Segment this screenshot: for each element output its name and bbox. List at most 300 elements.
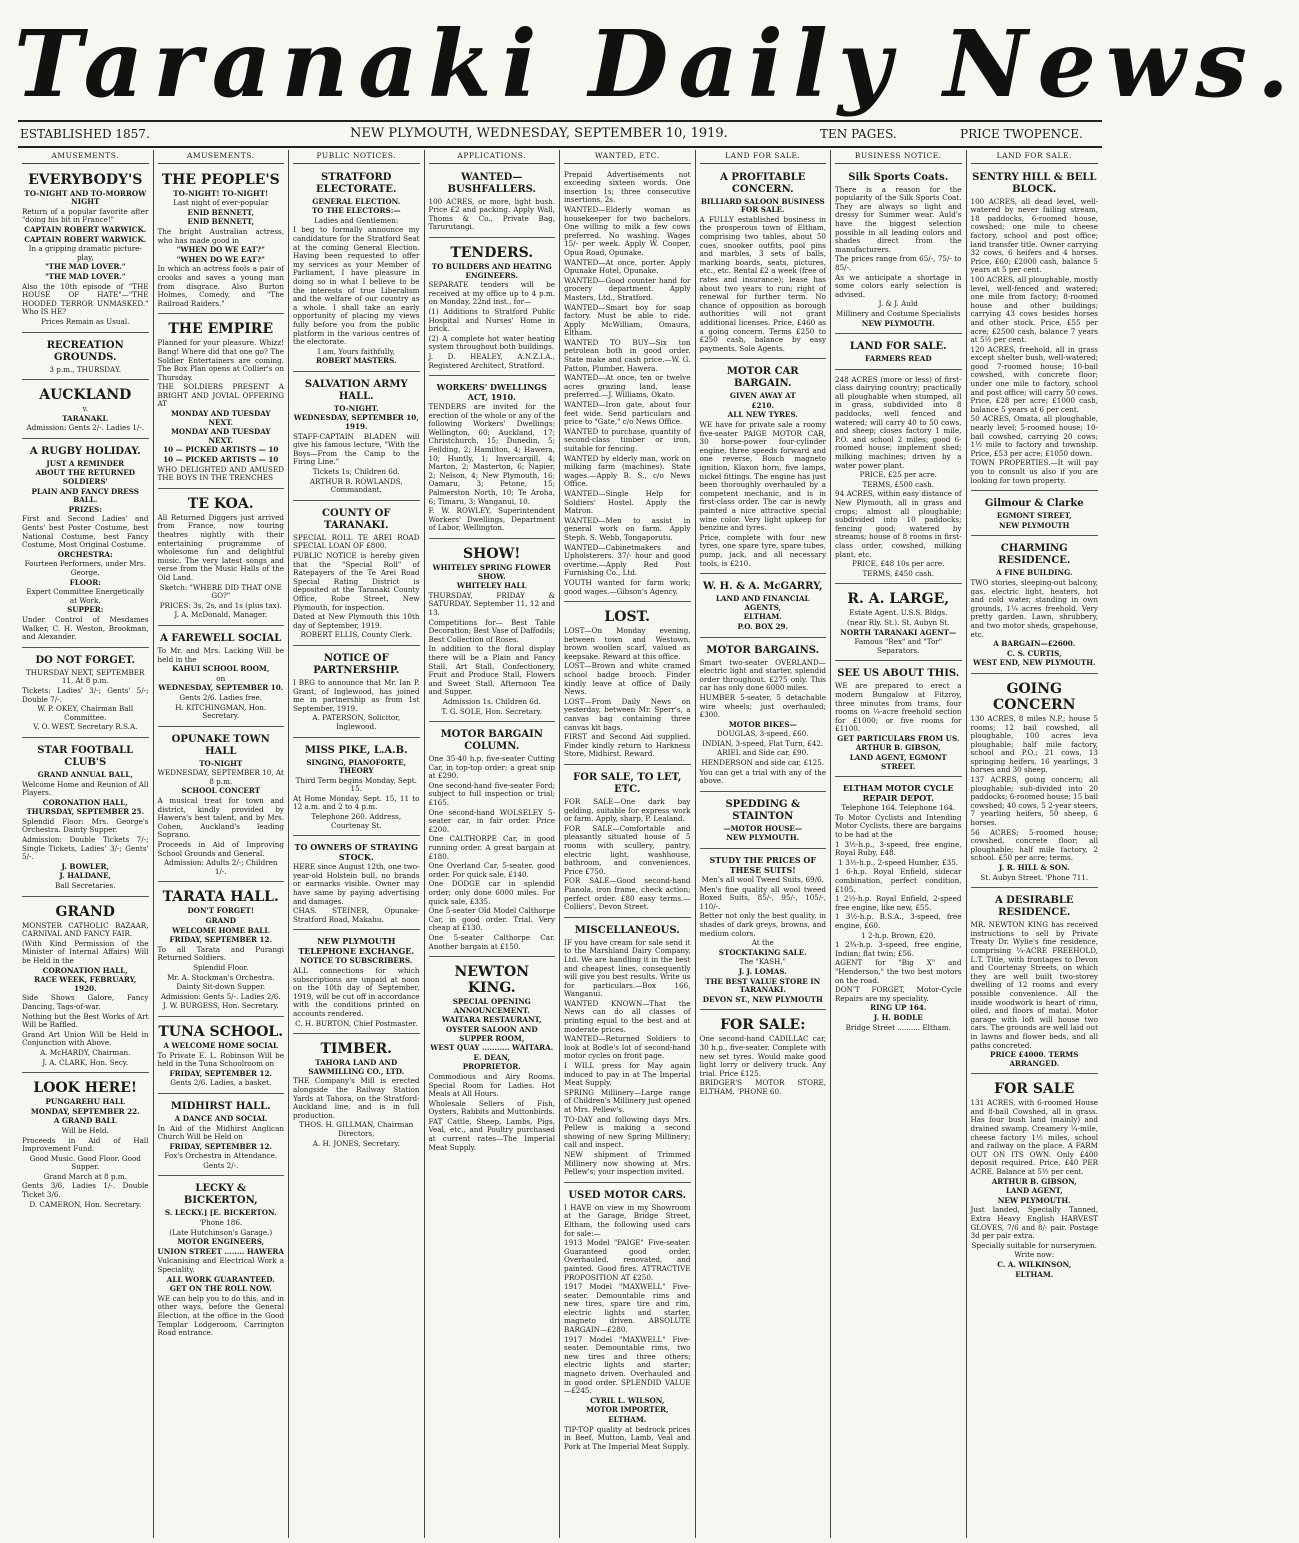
ad-line: HENDERSON and side car, £125. bbox=[701, 758, 825, 768]
ad-line: THOS. H. GILLMAN, Chairman Directors, bbox=[299, 1120, 414, 1138]
ad-line: TO BUILDERS AND HEATING ENGINEERS. bbox=[431, 261, 552, 280]
ad-title: COUNTY OF TARANAKI. bbox=[322, 507, 391, 531]
ad-line: Admission: Gents 5/-. Ladies 2/6. bbox=[160, 991, 281, 1001]
advertisement bbox=[835, 167, 962, 335]
ad-line: WHO DELIGHTED AND AMUSED THE BOYS IN THE TRENCHES bbox=[157, 464, 284, 483]
ad-line: "WHEN DO WE EAT?" bbox=[176, 254, 265, 264]
ad-line: 1 2-h.p. Brown, £20. bbox=[861, 930, 936, 940]
ad-line: STAFF-CAPTAIN BLADEN will give his famous lecture, "With the Boys—From the Camp to the Firing Line." bbox=[293, 431, 420, 467]
ad-line: ROBERT MASTERS. bbox=[316, 356, 397, 366]
ad-line: A. PATERSON, Solicitor, Inglewood. bbox=[312, 713, 401, 731]
advertisement bbox=[158, 729, 285, 883]
advertisement bbox=[158, 1178, 285, 1342]
ad-title: R. A. LARGE, bbox=[847, 591, 950, 608]
ad-line: Grand March at 8 p.m. bbox=[43, 1171, 127, 1181]
ad-title: NEW PLYMOUTH TELEPHONE EXCHANGE. bbox=[298, 936, 415, 957]
ad-line: J. A. McDonald, Manager. bbox=[174, 610, 268, 620]
ad-line: LOST—On Monday evening, between town and Westown, brown woollen scarf, valued as keepsake. Reward at this office. bbox=[564, 626, 691, 661]
ad-line: NEW PLYMOUTH bbox=[999, 520, 1070, 530]
ad-line: Good Music. Good Floor. Good Supper. bbox=[29, 1153, 141, 1172]
ad-line: BILLIARD SALOON BUSINESS FOR SALE. bbox=[700, 196, 825, 215]
column-8 bbox=[967, 150, 1103, 1538]
advertisement bbox=[700, 640, 827, 792]
column-heading: LAND FOR SALE. bbox=[700, 150, 827, 164]
ad-line: FOR SALE—Good second-hand Pianola, iron frame, check action; perfect order. £80 easy terms.—Colliers', Devon Street. bbox=[564, 876, 691, 912]
column-heading: AMUSEMENTS. bbox=[158, 150, 285, 164]
ad-line: SINGING, PIANOFORTE, THEORY bbox=[306, 757, 407, 776]
ad-line: J. & J. Auld bbox=[878, 299, 918, 309]
ad-title: CHARMING RESIDENCE. bbox=[998, 543, 1071, 567]
ad-line: Admission: Adults 2/-; Children 1/-. bbox=[163, 858, 278, 876]
ad-title: LOST. bbox=[604, 609, 651, 626]
ad-line: A BARGAIN—£2600. bbox=[993, 639, 1076, 649]
ad-line: To Mr. and Mrs. Lacking Will be held in the bbox=[157, 645, 284, 664]
ad-line: ELTHAM. bbox=[743, 612, 782, 622]
ad-line: LOST—Brown and white cramed school badge brooch. Finder kindly leave at office of Daily News. bbox=[564, 661, 691, 697]
ad-line: TWO stories, sleeping-out balcony, gas, electric light, heaters, hot and cold water, standing in own grounds, 1¼ acres freehold. Very pretty garden. Lawn, shrubbery, and two motor sheds, grapehouse, etc. bbox=[970, 577, 1098, 639]
ad-line: A GRAND BALL bbox=[53, 1116, 117, 1126]
ad-line: MOTOR ENGINEERS, bbox=[177, 1237, 265, 1247]
ad-line: C. A. WILKINSON, bbox=[997, 1259, 1072, 1269]
ad-title: MISS PIKE, L.A.B. bbox=[304, 744, 408, 756]
ad-title: MIDHIRST HALL. bbox=[170, 1100, 271, 1112]
advertisement bbox=[564, 167, 691, 603]
ad-line: 1 3½-h.p. B.S.A., 3-speed, free engine, £60. bbox=[835, 912, 962, 930]
ad-line: Planned for your pleasure. Whizz! Bang! Where did that one go? The Soldier Entertainers are coming. The Box Plan opens at Collier's on Thursday. bbox=[157, 338, 284, 382]
ad-line: I BEG to announce that Mr. Ian P. Grant, of Inglewood, has joined me in partnership as from 1st September, 1919. bbox=[293, 677, 420, 713]
ad-line: 10 — PICKED ARTISTS — 10 bbox=[163, 445, 279, 455]
advertisement bbox=[22, 382, 149, 439]
ad-line: 1 3½-h.p., 3-speed, free engine, Royal Ruby, £48. bbox=[835, 839, 962, 858]
ad-line: J. HALDANE, bbox=[59, 871, 112, 881]
ad-line: I HAVE on view in my Showroom at the Garage, Bridge Street, Eltham, the following used cars for sale:— bbox=[564, 1202, 691, 1238]
advertisement bbox=[158, 316, 285, 489]
ad-line: TO-DAY and following days Mrs. Pellew is making a second showing of new Spring Millinery; call and inspect. bbox=[564, 1114, 691, 1150]
ad-line: 'Phone 186. bbox=[199, 1218, 243, 1228]
ad-line: MR. NEWTON KING has received instructions to sell by Private Treaty Dr. Wylie's fine residence, comprising ¼-ACRE FREEHOLD, L.T. Title, with frontages to Devon and Courtenay Streets, on which they are well built two-storey dwelling of 12 rooms and every possible convenience. All the inside woodwork is heart of rimu, oiled, and floors of matai. Motor garage with loft will house two cars. The grounds are well laid out in lawns and flower beds, and all paths concreted. bbox=[970, 920, 1098, 1050]
ad-line: ALL NEW TYRES. bbox=[727, 410, 798, 420]
advertisement bbox=[700, 794, 827, 849]
advertisement bbox=[293, 838, 420, 930]
ad-title: NOTICE OF PARTNERSHIP. bbox=[313, 652, 400, 676]
advertisement bbox=[971, 167, 1099, 492]
advertisement bbox=[293, 167, 420, 372]
ad-title: AUCKLAND bbox=[39, 387, 132, 404]
column-heading: PUBLIC NOTICES. bbox=[293, 150, 420, 164]
advertisement bbox=[293, 932, 420, 1034]
ad-line: 100 ACRES, or more, light bush. Price £2 and packing. Apply Wall, Thoms & Co., Private Bag, Tarurutangi. bbox=[428, 196, 555, 232]
dateline bbox=[20, 124, 1100, 144]
ad-title: MOTOR BARGAINS. bbox=[706, 644, 820, 656]
ad-line: At the bbox=[751, 938, 774, 948]
ad-line: J. W. BURGESS, Hon. Secretary. bbox=[162, 1001, 279, 1011]
ad-title: SALVATION ARMY HALL. bbox=[304, 378, 408, 402]
ad-line: Last night of ever-popular bbox=[173, 198, 269, 208]
ad-line: SPECIAL OPENING ANNOUNCEMENT. bbox=[452, 997, 531, 1015]
ad-line: TO-NIGHT bbox=[199, 758, 243, 768]
advertisement bbox=[835, 663, 962, 777]
advertisement bbox=[700, 1012, 827, 1101]
ad-line: 137 ACRES, going concern; all ploughable; sub-divided into 20 paddocks; 6-roomed house; 15 bail cowshed; 40 cows, 5 2-year steers, 7 yearling heifers, 50 sheep, 6 horses. bbox=[970, 775, 1098, 828]
ad-title: Gilmour & Clarke bbox=[984, 498, 1084, 510]
ad-line: Splendid Floor. bbox=[193, 962, 249, 972]
ad-line: One second-hand WOLSELEY 5-seater car, in fair order. Price £200. bbox=[428, 807, 555, 834]
ad-line: Admission: Gents 2/-. Ladies 1/-. bbox=[26, 423, 145, 433]
column-2 bbox=[154, 150, 290, 1538]
ad-title: NEWTON KING. bbox=[454, 964, 530, 997]
ad-line: P.O. BOX 29. bbox=[737, 621, 788, 631]
ad-line: ROBERT ELLIS, County Clerk. bbox=[300, 630, 412, 640]
ad-line: FOR SALE—One dark bay gelding, suitable for express work or farm. Apply, sharp, P. Lealand. bbox=[564, 797, 691, 824]
ad-line: PUNGAREHU HALL bbox=[45, 1097, 125, 1107]
ad-title: THE PEOPLE'S bbox=[161, 171, 280, 188]
advertisement bbox=[971, 538, 1099, 674]
ad-line: Fox's Orchestra in Attendance. bbox=[164, 1151, 278, 1161]
ad-line: Sketch: "WHERE DID THAT ONE GO?" bbox=[159, 582, 282, 601]
ad-line: GENERAL ELECTION. bbox=[312, 196, 401, 206]
ad-line: Splendid Floor: Mrs. George's Orchestra. Dainty Supper. bbox=[22, 816, 149, 835]
ad-title: LECKY & BICKERTON, bbox=[183, 1183, 258, 1207]
ad-line: Estate Agent. U.S.S. Bldgs. bbox=[849, 608, 948, 618]
place-date-text: NEW PLYMOUTH, WEDNESDAY, SEPTEMBER 10, 1919. bbox=[350, 126, 728, 141]
ad-line: MONSTER CATHOLIC BAZAAR, CARNIVAL AND FANCY FAIR. bbox=[22, 920, 149, 939]
ad-line: J. H. BODLE bbox=[873, 1012, 923, 1022]
ad-line: 1917 Model "MAXWELL" Five-seater. Demountable rims and new tires, spare tire and rim, electric lights and starter, magneto driven. ABSOLUTE BARGAIN—£280. bbox=[564, 1282, 691, 1335]
ad-line: NEW PLYMOUTH. bbox=[726, 833, 800, 843]
ad-line: GRAND bbox=[205, 916, 236, 925]
ad-line: FRIDAY, SEPTEMBER 12. bbox=[169, 1068, 272, 1078]
ad-line: TO THE ELECTORS:— bbox=[311, 206, 401, 216]
ad-line: EGMONT STREET, bbox=[996, 511, 1072, 521]
ad-line: 248 ACRES (more or less) of first-class dairying country; practically all ploughable when stumped, all in grass, subdivided into 8 paddocks, well fenced and watered; will carry 40 to 50 cows, and sheep; closes factory 1 mile, P.O. and school 2 miles; good 6-roomed house; implement shed; milking machines; driven by a water power plant. bbox=[835, 374, 962, 470]
ad-line: TO-NIGHT! TO-NIGHT! bbox=[173, 188, 269, 198]
ad-line: Millinery and Costume Specialists bbox=[835, 308, 961, 318]
ad-line: TAHORA LAND AND SAWMILLING CO., LTD. bbox=[308, 1058, 405, 1076]
ad-line: Mr. A. Stockman's Orchestra. bbox=[167, 972, 275, 982]
ad-line: I am, Yours faithfully, bbox=[317, 346, 395, 356]
ad-line: (1) Additions to Stratford Public Hospital and Nurses' Home in brick. bbox=[428, 306, 555, 334]
ad-line: ARTHUR B. GIBSON, bbox=[855, 743, 941, 753]
ad-line: ORCHESTRA: bbox=[57, 549, 113, 559]
ad-line: 94 ACRES, within easy distance of New Plymouth, all in grass and crops; almost all ploughable; subdivided into 10 paddocks; fencing good; watered by streams; house of 8 rooms in first-class order, cowshed, milking plant, etc. bbox=[835, 489, 962, 559]
ad-line: WANTED—Returned Soldiers to look at Bodle's lot of second-hand motor cycles on front page. bbox=[564, 1034, 691, 1061]
ad-title: SEE US ABOUT THIS. bbox=[837, 668, 960, 680]
advertisement bbox=[564, 604, 691, 765]
ad-line: 56 ACRES; 5-roomed house; cowshed, concrete floor; all ploughable; half mile factory, 2 school. £50 per acre; terms. bbox=[970, 827, 1098, 863]
ad-title: TO OWNERS OF STRAYING STOCK. bbox=[294, 842, 418, 863]
ad-line: One 5-seater Calthorpe Car. Another bargain at £150. bbox=[428, 932, 555, 951]
ad-line: Competitions for— Best Table Decoration; Best Vase of Daffodils; Best Collection of Roses. bbox=[428, 617, 555, 644]
ad-line: "THE MAD LOVER." bbox=[44, 271, 126, 281]
ad-line: ELTHAM. bbox=[1015, 1269, 1054, 1279]
ad-line: CAPTAIN ROBERT WARWICK. bbox=[24, 234, 147, 244]
advertisement bbox=[971, 1076, 1099, 1284]
ad-line: Gents 2/6. Ladies, a basket. bbox=[170, 1078, 272, 1088]
ad-line: Side Shows Galore, Fancy Dancing, Tags-of-war. bbox=[22, 993, 149, 1011]
pages-text: TEN PAGES. bbox=[820, 127, 897, 141]
advertisement bbox=[429, 240, 556, 376]
ad-line: There is a reason for the popularity of the Silk Sports Coat. They are always so light and dressy for Summer wear. Auld's have the biggest selection possible in all leading colors and shades direct from the manufacturers. bbox=[835, 184, 962, 254]
ad-line: TERMS, £450 cash. bbox=[862, 568, 935, 578]
ad-line: WELCOME HOME BALL bbox=[172, 925, 270, 935]
advertisement bbox=[158, 491, 285, 626]
advertisement bbox=[700, 167, 827, 360]
ad-line: Men's fine quality all wool tweed Boxed Suits, 85/-, 95/-, 105/-, 110/-. bbox=[699, 884, 826, 911]
ad-line: Fourteen Performers, under Mrs. George. bbox=[24, 559, 146, 577]
ad-line: DON'T FORGET! bbox=[187, 906, 255, 916]
ad-line: D. CAMERON, Hon. Secretary. bbox=[29, 1199, 142, 1209]
advertisement bbox=[158, 167, 285, 315]
advertisement bbox=[22, 650, 149, 738]
ad-line: Gents 2/-. bbox=[203, 1160, 239, 1170]
ad-line: FRIDAY, SEPTEMBER 12. bbox=[169, 1141, 272, 1151]
ad-line: The prices range from 65/-, 75/- to 85/-. bbox=[835, 254, 962, 272]
ad-line: 100 ACRES, all ploughable, mostly level, well-fenced and watered; one mile from factory; 8-roomed house and other buildings; carrying 43 cows besides horses and other stock. Price, £55 per acre; £2500 cash, balance 7 years at 5½ per cent. bbox=[970, 274, 1098, 345]
ad-line: LOST—From Daily News on yesterday, between Mr. Sperr's, a canvas bag containing three canvas kit bags. bbox=[564, 696, 691, 732]
ad-line: ARTHUR B. GIBSON, bbox=[991, 1176, 1077, 1186]
ad-line: F. W. ROWLEY, Superintendent Workers' Dwellings, Department of Labor, Wellington. bbox=[428, 506, 555, 533]
advertisement bbox=[700, 361, 827, 574]
advertisement bbox=[700, 576, 827, 637]
ad-line: Gents 3/6, Ladies 1/-. Double Ticket 3/6. bbox=[22, 1181, 149, 1200]
ad-line: WANTED to purchase, quantity of second-class timber or iron, suitable for fencing. bbox=[564, 426, 691, 453]
ad-line: TOWN PROPERTIES.—It will pay you to consult us also if you are looking for town property. bbox=[970, 458, 1098, 485]
ad-line: WANTED—Smart boy for soap factory. Must be able to ride. Apply McWilliam, Omaura, Eltham. bbox=[564, 302, 691, 338]
established-text: ESTABLISHED 1857. bbox=[20, 127, 150, 141]
ad-line: One second-hand CADILLAC car, 30 h.p., five-seater. Complete with new set tyres. Would make good light lorry or delivery truck. Any trial. Price £125. bbox=[699, 1034, 826, 1078]
ad-line: Under Control of Mesdames Walker, C. H. Weston, Brookman, and Alexander. bbox=[22, 614, 149, 642]
ad-line: RACE WEEK, FEBRUARY, 1920. bbox=[34, 975, 137, 993]
ad-line: Admission 1s. Children 6d. bbox=[442, 696, 541, 706]
ad-title: FOR SALE, TO LET, ETC. bbox=[573, 772, 682, 795]
ad-title: FOR SALE bbox=[994, 1081, 1075, 1098]
ad-line: WANTED—Single Help for Soldiers' Hostel. Apply the Matron. bbox=[564, 488, 691, 516]
ad-line: PLAIN AND FANCY DRESS BALL. bbox=[31, 486, 139, 505]
ad-line: A FINE BUILDING. bbox=[996, 568, 1073, 578]
ad-line: WE can help you to do this, and in other ways, before the General Election, at the office in the Good Templar Lodgeroom, Carrington Road entrance. bbox=[157, 1293, 284, 1338]
ad-line: A. McHARDY, Chairman. bbox=[40, 1047, 131, 1057]
column-4 bbox=[425, 150, 561, 1538]
ad-line: PUBLIC NOTICE is hereby given that the "Special Roll" of Ratepayers of the Te Arei Road Special Rating District is deposited at the Taranaki County Office, Robe Street, New Plymouth, for inspection. bbox=[293, 551, 420, 612]
ad-title: MISCELLANEOUS. bbox=[574, 924, 680, 936]
ad-line: Vulcanising and Electrical Work a Speciality. bbox=[157, 1256, 284, 1275]
ad-title: TUNA SCHOOL. bbox=[158, 1023, 284, 1040]
ad-line: IF you have cream for sale send it to the Marshland Dairy Company, Ltd. We are handling it in the best and cheapest lines, consequently will give you best results. Write us for particulars.—Box 166, Wanganui. bbox=[564, 937, 691, 999]
ad-title: TIMBER. bbox=[320, 1041, 392, 1058]
ad-line: J. R. HILL & SON. bbox=[998, 863, 1070, 872]
advertisement bbox=[293, 648, 420, 738]
advertisement bbox=[835, 336, 962, 370]
advertisement bbox=[22, 1075, 149, 1214]
ad-title: SPEDDING & STAINTON bbox=[725, 798, 801, 822]
ad-line: FLOOR: bbox=[69, 577, 101, 587]
ad-line: One 5-seater Old Model Calthorpe Car, in good order. Trial. Very cheap at £130. bbox=[428, 906, 555, 933]
ad-line: Nothing but the Best Works of Art Will be Raffled. bbox=[22, 1011, 149, 1030]
ad-line: 1 2½-h.p. Royal Enfield, 2-speed free engine, like new, £55. bbox=[835, 894, 962, 912]
ad-line: THE BEST VALUE STORE IN TARANAKI. bbox=[705, 976, 821, 995]
ad-title: LAND FOR SALE. bbox=[849, 341, 947, 353]
ad-line: WANTED—At once, porter. Apply Opunake Hotel, Opunake. bbox=[564, 257, 691, 276]
column-3 bbox=[289, 150, 425, 1538]
ad-line: Ladies and Gentlemen: bbox=[314, 215, 399, 225]
ad-line: In a gripping dramatic picture-play, bbox=[28, 244, 142, 262]
ad-line: 120 ACRES, freehold, all in grass except shelter bush, well-watered; good 7-roomed house; 10-bail cowshed, with concrete floor; under one mile to factory, school and post office; will carry 50 cows. Price, £28 per acre; £1000 cash, balance 5 years at 6 per cent. bbox=[970, 344, 1098, 414]
ad-line: At Home Monday, Sept. 15, 11 to 12 a.m. and 2 to 4 p.m. bbox=[293, 793, 420, 812]
column-5 bbox=[560, 150, 696, 1538]
ad-line: GRAND ANNUAL BALL, bbox=[37, 769, 133, 779]
ad-line: "WHEN DO WE EAT?" bbox=[176, 245, 265, 255]
ad-line: T. G. SOLE, Hon. Secretary. bbox=[441, 706, 542, 716]
advertisement bbox=[158, 884, 285, 1017]
ad-line: 1 6-h.p. Royal Enfield, sidecar combination, perfect condition, £105. bbox=[835, 867, 962, 894]
ad-line: OYSTER SALOON AND SUPPER ROOM, bbox=[445, 1024, 538, 1043]
ad-line: ALL WORK GUARANTEED. bbox=[166, 1274, 275, 1284]
ad-line: WE have for private sale a roomy five-seater PAIGE MOTOR CAR, 30 horse-power four-cylinder engine, three speeds forward and one reverse, Bosch magneto ignition, Klaxon horn, five lamps, nickel fittings. The engine has just been thoroughly overhauled by a competent mechanic, and is in first-class order. The car is newly painted a nice attractive special wine color. Very light upkeep for benzine and tyres. bbox=[699, 420, 826, 533]
ad-title: MOTOR BARGAIN COLUMN. bbox=[440, 729, 543, 753]
advertisement bbox=[564, 920, 691, 1183]
ad-line: NEW shipment of Trimmed Millinery now showing at Mrs. Pellew's; your inspection invited. bbox=[564, 1149, 691, 1177]
ad-line: FIRST and Second Aid supplied. Finder kindly return to Harkness Store, Midhirst. Reward. bbox=[564, 732, 691, 759]
ad-line: GET PARTICULARS FROM US. bbox=[837, 733, 960, 743]
ad-line: AGENT for "Big X" and "Henderson," the two best motors on the road. bbox=[835, 958, 962, 985]
ad-title: GOING CONCERN bbox=[993, 680, 1076, 713]
ad-line: WE are prepared to erect a modern Bungalow at Fitzroy, three minutes from trams, four rooms on ¼-acre freehold section for £1000; or five rooms for £1100. bbox=[835, 681, 962, 734]
ad-line: WEST END, NEW PLYMOUTH. bbox=[973, 658, 1096, 668]
ad-line: Bridge Street .......... Eltham. bbox=[845, 1022, 951, 1032]
ad-line: LAND AGENT, bbox=[1005, 1186, 1063, 1196]
ad-line: CYRIL L. WILSON, bbox=[590, 1395, 665, 1405]
column-heading: WANTED, ETC. bbox=[564, 150, 691, 164]
ad-title: WANTED—BUSHFALLERS. bbox=[447, 171, 536, 195]
ad-line: A WELCOME HOME SOCIAL bbox=[163, 1040, 279, 1050]
advertisement bbox=[158, 1019, 285, 1094]
ad-line: Prepaid Advertisements not exceeding sixteen words. One insertion 1s; three consecutive insertions, 2s. bbox=[564, 169, 691, 205]
ad-title: OPUNAKE TOWN HALL bbox=[171, 733, 270, 757]
ad-line: H. KITCHINGMAN, Hon. Secretary. bbox=[175, 702, 267, 721]
ad-line: WEDNESDAY, SEPTEMBER 10, 1919. bbox=[293, 413, 419, 432]
ad-line: Famous "Rex" and "Tor" Separators. bbox=[854, 637, 943, 655]
ad-line: DON'T FORGET, Motor-Cycle Repairs are my speciality. bbox=[835, 985, 962, 1003]
advertisement bbox=[293, 740, 420, 837]
ad-line: CHAS. STEINER, Opunake-Stratford Road, Makahu. bbox=[293, 906, 420, 924]
ad-line: ELTHAM. bbox=[608, 1415, 647, 1424]
ad-line: v. bbox=[82, 404, 88, 414]
ad-line: DOUGLAS, 3-speed, £60. bbox=[716, 729, 809, 739]
ad-line: Prices Remain as Usual. bbox=[41, 316, 130, 326]
ad-line: 3 p.m., THURSDAY. bbox=[49, 364, 122, 374]
ad-line: Expert Committee Energetically at Work. bbox=[26, 587, 145, 605]
ad-line: WHITELEY HALL bbox=[456, 581, 527, 591]
advertisement bbox=[293, 1036, 420, 1153]
ad-line: SEPARATE tenders will be received at my office up to 4 p.m. on Monday, 22nd inst., for— bbox=[428, 280, 555, 307]
ad-line: WEDNESDAY, SEPTEMBER 10, At 8 p.m. bbox=[157, 768, 284, 786]
ad-line: (2) A complete hot water heating system throughout both buildings. bbox=[428, 333, 555, 352]
ad-line: W. P. OKEY, Chairman Ball Committee. bbox=[37, 704, 134, 722]
ad-line: A. H. JONES, Secretary. bbox=[312, 1138, 400, 1148]
advertisement bbox=[564, 767, 691, 918]
ad-line: THE Company's Mill is erected alongside the Railway Station Yards at Tahora, on the Stratford-Auckland line, and is in full production. bbox=[293, 1076, 420, 1120]
ad-line: WANTED by elderly man, work on milking farm (machines). State wages.—Apply B. S., c/o News Office. bbox=[564, 453, 691, 489]
ad-line: First and Second Ladies' and Gents' best Poster Costume, best National Costume, best Fancy Costume, Most Original Costume. bbox=[22, 514, 149, 550]
ad-line: Wholesale Sellers of Fish, Oysters, Rabbits and Muttonbirds. bbox=[428, 1098, 555, 1117]
ad-line: 10 — PICKED ARTISTS — 10 bbox=[163, 455, 279, 465]
ad-line: (near Rly. St.). St. Aubyn St. bbox=[847, 617, 950, 627]
ad-line: SCHOOL CONCERT bbox=[181, 786, 261, 796]
ad-line: CORONATION HALL, bbox=[42, 797, 128, 807]
ad-line: Telephone 164. Telephone 164. bbox=[841, 803, 956, 813]
ad-title: Silk Sports Coats. bbox=[848, 171, 949, 183]
ad-line: Grand Art Union Will be Held in Conjunction with Above. bbox=[22, 1029, 149, 1048]
ad-line: C. H. BURTON, Chief Postmaster. bbox=[295, 1018, 418, 1028]
ad-title: TARATA HALL. bbox=[162, 889, 279, 906]
ad-line: JUST A REMINDER bbox=[46, 458, 125, 468]
ad-line: WANTED KNOWN—That the News can do all classes of printing equal to the best and at moderate prices. bbox=[564, 998, 691, 1034]
advertisement bbox=[22, 899, 149, 1074]
advertisement bbox=[293, 503, 420, 646]
ad-line: DEVON ST., NEW PLYMOUTH bbox=[702, 994, 823, 1004]
ad-line: One 35-40 h.p. five-seater Cutting Car, in top-top order; a great snip at £290. bbox=[428, 754, 555, 781]
ad-line: ALL connections for which subscriptions are unpaid at noon on the 10th day of September, 1919, will be cut off in accordance with the conditions printed on accounts rendered. bbox=[293, 966, 420, 1018]
ad-line: UNION STREET ........ HAWERA bbox=[157, 1246, 284, 1256]
ad-line: NEW PLYMOUTH. bbox=[997, 1195, 1071, 1205]
ad-title: STUDY THE PRICES OF THESE SUITS! bbox=[709, 855, 817, 876]
ad-line: FAT Cattle, Sheep, Lambs, Pigs, Veal, etc., and Poultry purchased at current rates—The Imperial Meat Supply. bbox=[428, 1116, 555, 1152]
dateline-rule bbox=[18, 146, 1102, 148]
ad-line: PRICE, £48 10s per acre. bbox=[852, 559, 945, 569]
ad-line: PRIZES: bbox=[68, 504, 102, 514]
ad-line: KAHUI SCHOOL ROOM, bbox=[172, 664, 270, 674]
ad-line: INDIAN, 3-speed, Flat Turn, £42. bbox=[702, 738, 824, 748]
ad-line: TIP-TOP quality at bedrock prices in Beef, Mutton, Lamb, Veal and Pork at The Imperial Meat Supply. bbox=[564, 1424, 691, 1451]
advertisement bbox=[429, 724, 556, 957]
ad-line: FARMERS READ bbox=[864, 354, 932, 364]
advertisement bbox=[429, 167, 556, 238]
advertisement bbox=[429, 959, 556, 1157]
advertisement bbox=[971, 890, 1099, 1074]
ad-line: Tickets 1s; Children 6d. bbox=[312, 467, 400, 477]
advertisement bbox=[429, 541, 556, 722]
column-heading: AMUSEMENTS. bbox=[22, 150, 149, 164]
ad-line: One second-hand five-seater Ford; subject to full inspection or trial; £165. bbox=[428, 780, 555, 808]
ad-line: Ball Secretaries. bbox=[55, 881, 116, 891]
advertisement bbox=[22, 441, 149, 648]
ad-title: ELTHAM MOTOR CYCLE REPAIR DEPOT. bbox=[842, 783, 954, 804]
ad-line: WHITELEY SPRING FLOWER SHOW. bbox=[432, 563, 551, 581]
ad-line: J. J. LOMAS. bbox=[738, 966, 787, 976]
ad-line: TO-NIGHT AND TO-MORROW NIGHT bbox=[24, 188, 147, 207]
ad-line: One DODGE car in splendid order; only done 6000 miles. For quick sale, £335. bbox=[428, 879, 555, 906]
ad-line: I WILL press for May again induced to pay in at The Imperial Meat Supply. bbox=[564, 1061, 691, 1088]
ad-line: —MOTOR HOUSE— bbox=[723, 823, 803, 833]
ad-title: DO NOT FORGET. bbox=[35, 654, 136, 666]
ad-line: THURSDAY, FRIDAY & SATURDAY, September 11, 12 and 13. bbox=[428, 590, 555, 617]
column-6 bbox=[696, 150, 832, 1538]
ad-line: "THE MAD LOVER." bbox=[44, 262, 126, 272]
ad-line: MOTOR IMPORTER, bbox=[586, 1405, 669, 1415]
ad-line: WAITARA RESTAURANT, bbox=[441, 1015, 542, 1025]
ad-line: LAND AND FINANCIAL AGENTS, bbox=[715, 594, 810, 612]
ad-line: 1 3½-h.p., 2-speed Humber, £35. bbox=[838, 857, 959, 867]
ad-line: Dainty Sit-down Supper. bbox=[176, 982, 266, 992]
ad-line: on bbox=[216, 673, 226, 683]
ad-line: The "KASH," bbox=[739, 957, 786, 967]
column-1 bbox=[18, 150, 154, 1538]
ad-line: ENID BENNETT, bbox=[187, 207, 254, 217]
ad-line: WEST QUAY ........... WAITARA. bbox=[430, 1043, 554, 1053]
advertisement bbox=[564, 1185, 691, 1457]
ad-line: THURSDAY, SEPTEMBER 25. bbox=[26, 807, 145, 817]
ad-line: MONDAY AND TUESDAY NEXT. bbox=[170, 409, 271, 427]
